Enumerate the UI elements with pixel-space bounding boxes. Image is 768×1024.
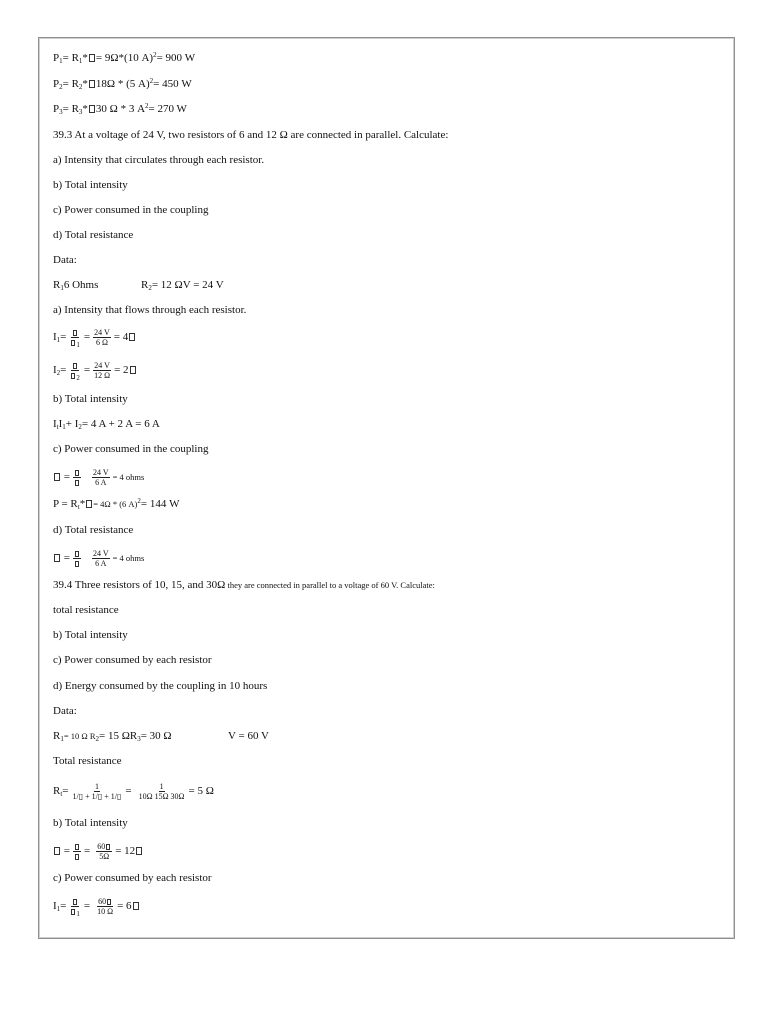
question-39-4-d: d) Energy consumed by the coupling in 10 hours [53,680,268,692]
power-p2-line: $P_2= R_2*$ 18Ω * (5 A)$^2$= 450 W [53,77,192,91]
formula-rt-3: $R_t=$ $\frac{1}{1/▯ + 1/▯ + 1/▯}$ = $\frac{1}{10\Omega 15\Omega 30\Omega}$ = 5 Ω [53,781,214,801]
question-39-3-a: a) Intensity that circulates through each resistor. [53,154,265,166]
missing-glyph-icon [54,554,60,562]
data-values-line: $R_16$ Ohms [53,279,99,292]
fraction-values: $\frac{24 V}{12 \Omega}$ [94,360,111,380]
missing-glyph-icon [54,847,60,855]
data-values-line-2: $R_1= 10$ Ω $R_2= 15$ $\Omega R_3= 30$ Ω [53,730,172,743]
question-39-3-d: d) Total resistance [53,229,134,241]
fraction-v-over-r: 2 [69,361,81,380]
formula-rt-1: = $\frac{24 V}{6 A}$ = 4 ohms [53,465,144,489]
formula-i1: $I_1=$ $_1$ = $\frac{24 V}{6 \Omega}$ = 4 [53,325,136,349]
fraction-reciprocal-values: $\frac{1}{10\Omega 15\Omega 30\Omega}$ [138,781,185,801]
formula-total-intensity: $I_tI_1+ I_2= 4$ A + 2 A = 6 A [53,418,160,431]
missing-glyph-icon [129,333,135,341]
formula-i2: $I_2=$ $_2$ = $\frac{24 V}{12 \Omega}$ = 2 [53,358,137,382]
missing-glyph-icon [89,105,95,113]
formula-total-intensity-2: = = $\frac{60}{5\Omega}$ = 12 [53,839,143,863]
question-39-3: 39.3 At a voltage of 24 V, two resistors of 6 and 12 Ω are connected in parallel. Calculate: [53,129,449,141]
question-39-3-b: b) Total intensity [53,179,128,191]
answer-c-label-2: c) Power consumed by each resistor [53,872,212,884]
missing-glyph-icon [136,847,142,855]
answer-c-label: c) Power consumed in the coupling [53,443,209,455]
formula-rt-2: = $\frac{24 V}{6 A}$ = 4 ohms [53,546,144,570]
question-39-4: 39.4 Three resistors of 10, 15, and 30Ω they are connected in parallel to a voltage of 60 V. Calculate: [53,579,435,591]
data-heading: Data: [53,254,77,266]
fraction-v-over-r: 1 [69,328,81,347]
fraction-reciprocal-sum: $\frac{1}{1/▯ + 1/▯ + 1/▯}$ [72,781,122,801]
missing-glyph-icon [89,54,95,62]
fraction-v-over-i [73,549,81,568]
data-heading-2: Data: [53,705,77,717]
question-39-4-b: b) Total intensity [53,629,128,641]
answer-d-label: d) Total resistance [53,524,134,536]
fraction-values: $\frac{60}{5\Omega}$ [96,842,112,861]
power-p3-line: $P_3= R_3*$ 30 Ω * 3 $A^2= 270$ W [53,102,187,116]
answer-b-label: b) Total intensity [53,393,128,405]
fraction-v-over-i [73,468,81,487]
fraction-v-over-r [73,842,81,861]
formula-i1-b: $I_1=$ $_1$ = $\frac{60}{10 \Omega}$ = 6 [53,894,140,918]
question-39-4-c: c) Power consumed by each resistor [53,654,212,666]
formula-power-total: $P = R_t* = 4\Omega * (6$ A)$^2$= 144 W [53,497,180,511]
answer-a-label: a) Intensity that flows through each resistor. [53,304,247,316]
answer-b-label-2: b) Total intensity [53,817,128,829]
data-values-r2: $R_2= 12$ ΩV = 24 V [141,279,224,292]
missing-glyph-icon [54,473,60,481]
data-voltage: V = 60 V [228,730,269,742]
missing-glyph-icon [86,500,92,508]
missing-glyph-icon [89,80,95,88]
missing-glyph-icon [133,902,139,910]
fraction-v-over-r: 1 [69,897,81,916]
total-resistance-label: Total resistance [53,755,122,767]
power-p1-line: $P_1= R_1* = 9\Omega*(10$ A)$^2$= 900 W [53,51,196,65]
fraction-values: $\frac{24 V}{6 A}$ [92,467,109,487]
fraction-values: $\frac{24 V}{6 \Omega}$ [94,327,110,347]
missing-glyph-icon [130,366,136,374]
question-39-4-a: total resistance [53,604,119,616]
question-39-3-c: c) Power consumed in the coupling [53,204,209,216]
fraction-values: $\frac{24 V}{6 A}$ [92,548,109,568]
fraction-values: $\frac{60}{10 \Omega}$ [97,896,114,916]
